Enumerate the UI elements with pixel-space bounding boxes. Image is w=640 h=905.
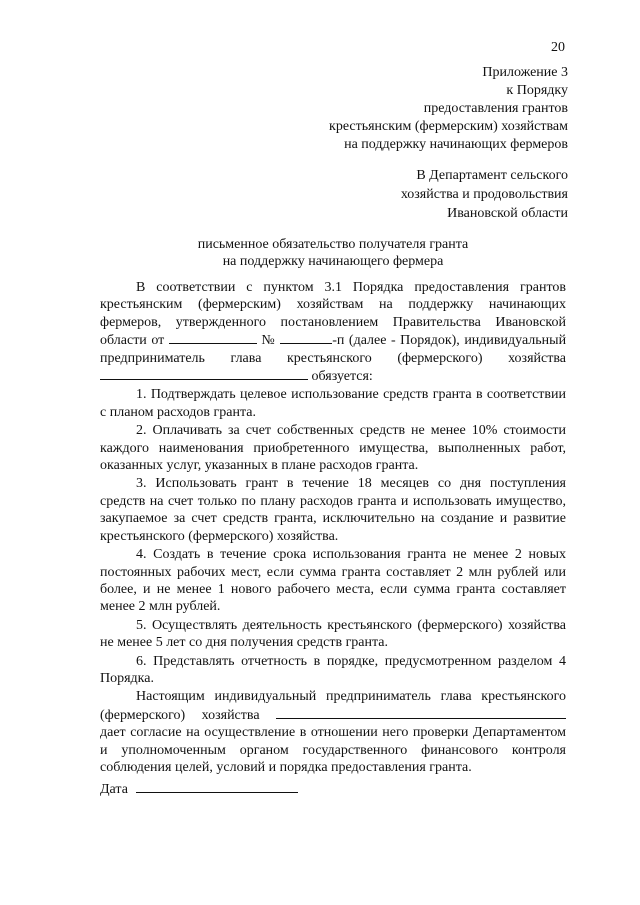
date-line xyxy=(100,780,298,798)
farm-name-blank-2 xyxy=(276,706,566,719)
obligation-item: 2. Оплачивать за счет собственных средств не менее 10% стоимости каждого наименования приобретенного имущества, выполненных работ, оказанных услуг, указанных в плане расходов гранта. xyxy=(100,423,566,474)
addressee-line: В Департамент сельского xyxy=(416,168,568,183)
farm-name-blank xyxy=(100,367,308,380)
consent-paragraph xyxy=(100,688,566,776)
obligation-item: 6. Представлять отчетность в порядке, предусмотренном разделом 4 Порядка. xyxy=(100,653,566,686)
addressee-line: Ивановской области xyxy=(447,206,568,221)
addressee-block xyxy=(401,166,568,223)
intro-text-3: -п (далее - Порядок), индивидуальный предприниматель глава крестьянского (фермерского) хозяйства xyxy=(100,333,567,366)
document-title xyxy=(100,236,566,270)
obligation-item: 5. Осуществлять деятельность крестьянского (фермерского) хозяйства не менее 5 лет со дня получения средств гранта. xyxy=(100,617,566,651)
intro-text-4: обязуется: xyxy=(311,369,373,385)
appendix-line: на поддержку начинающих фермеров xyxy=(344,137,568,152)
appendix-header xyxy=(329,64,568,154)
consent-text-2: дает согласие на осуществление в отношении него проверки Департаментом и уполномоченным органом государственного финансового контроля соблюдения целей, условий и порядка предоставления гранта. xyxy=(100,725,566,775)
intro-text-1: В соответствии с пунктом 3.1 Порядка предоставления грантов крестьянским (фермерским) хозяйствам на поддержку начинающих фермеров, утвержденного постановлением Правительства Ивановской области от xyxy=(100,280,566,349)
title-line-2: на поддержку начинающего фермера xyxy=(222,254,444,269)
obligation-item: 4. Создать в течение срока использования гранта не менее 2 новых постоянных рабочих мест, если сумма гранта составляет 2 млн рублей или более, и не менее 1 нового рабочего места, если сумма гранта составляет менее 2 млн рублей. xyxy=(100,547,566,615)
document-body xyxy=(100,279,566,776)
date-label: Дата xyxy=(100,782,128,797)
appendix-line: предоставления грантов xyxy=(423,101,568,116)
appendix-line: Приложение 3 xyxy=(482,65,568,80)
addressee-line: хозяйства и продовольствия xyxy=(400,187,568,202)
number-blank xyxy=(280,331,332,344)
consent-text-1: Настоящим индивидуальный предприниматель глава крестьянского (фермерского) хозяйства xyxy=(100,689,566,723)
date-signature-blank xyxy=(136,780,298,793)
appendix-line: к Порядку xyxy=(506,83,568,98)
intro-number-sign: № xyxy=(261,333,276,349)
obligation-item: 1. Подтверждать целевое использование средств гранта в соответствии с планом расходов гранта. xyxy=(100,387,566,420)
obligation-item: 3. Использовать грант в течение 18 месяцев со дня поступления средств на счет только по плану расходов гранта и использовать имущество, закупаемое за счет средств гранта, исключительно на создание и развитие крестьянского (фермерского) хозяйства. xyxy=(100,476,566,544)
intro-paragraph xyxy=(100,279,566,385)
title-line-1: письменное обязательство получателя гранта xyxy=(197,237,469,252)
page-number: 20 xyxy=(551,40,565,55)
date-blank xyxy=(169,331,257,344)
appendix-line: крестьянским (фермерским) хозяйствам xyxy=(329,119,568,134)
